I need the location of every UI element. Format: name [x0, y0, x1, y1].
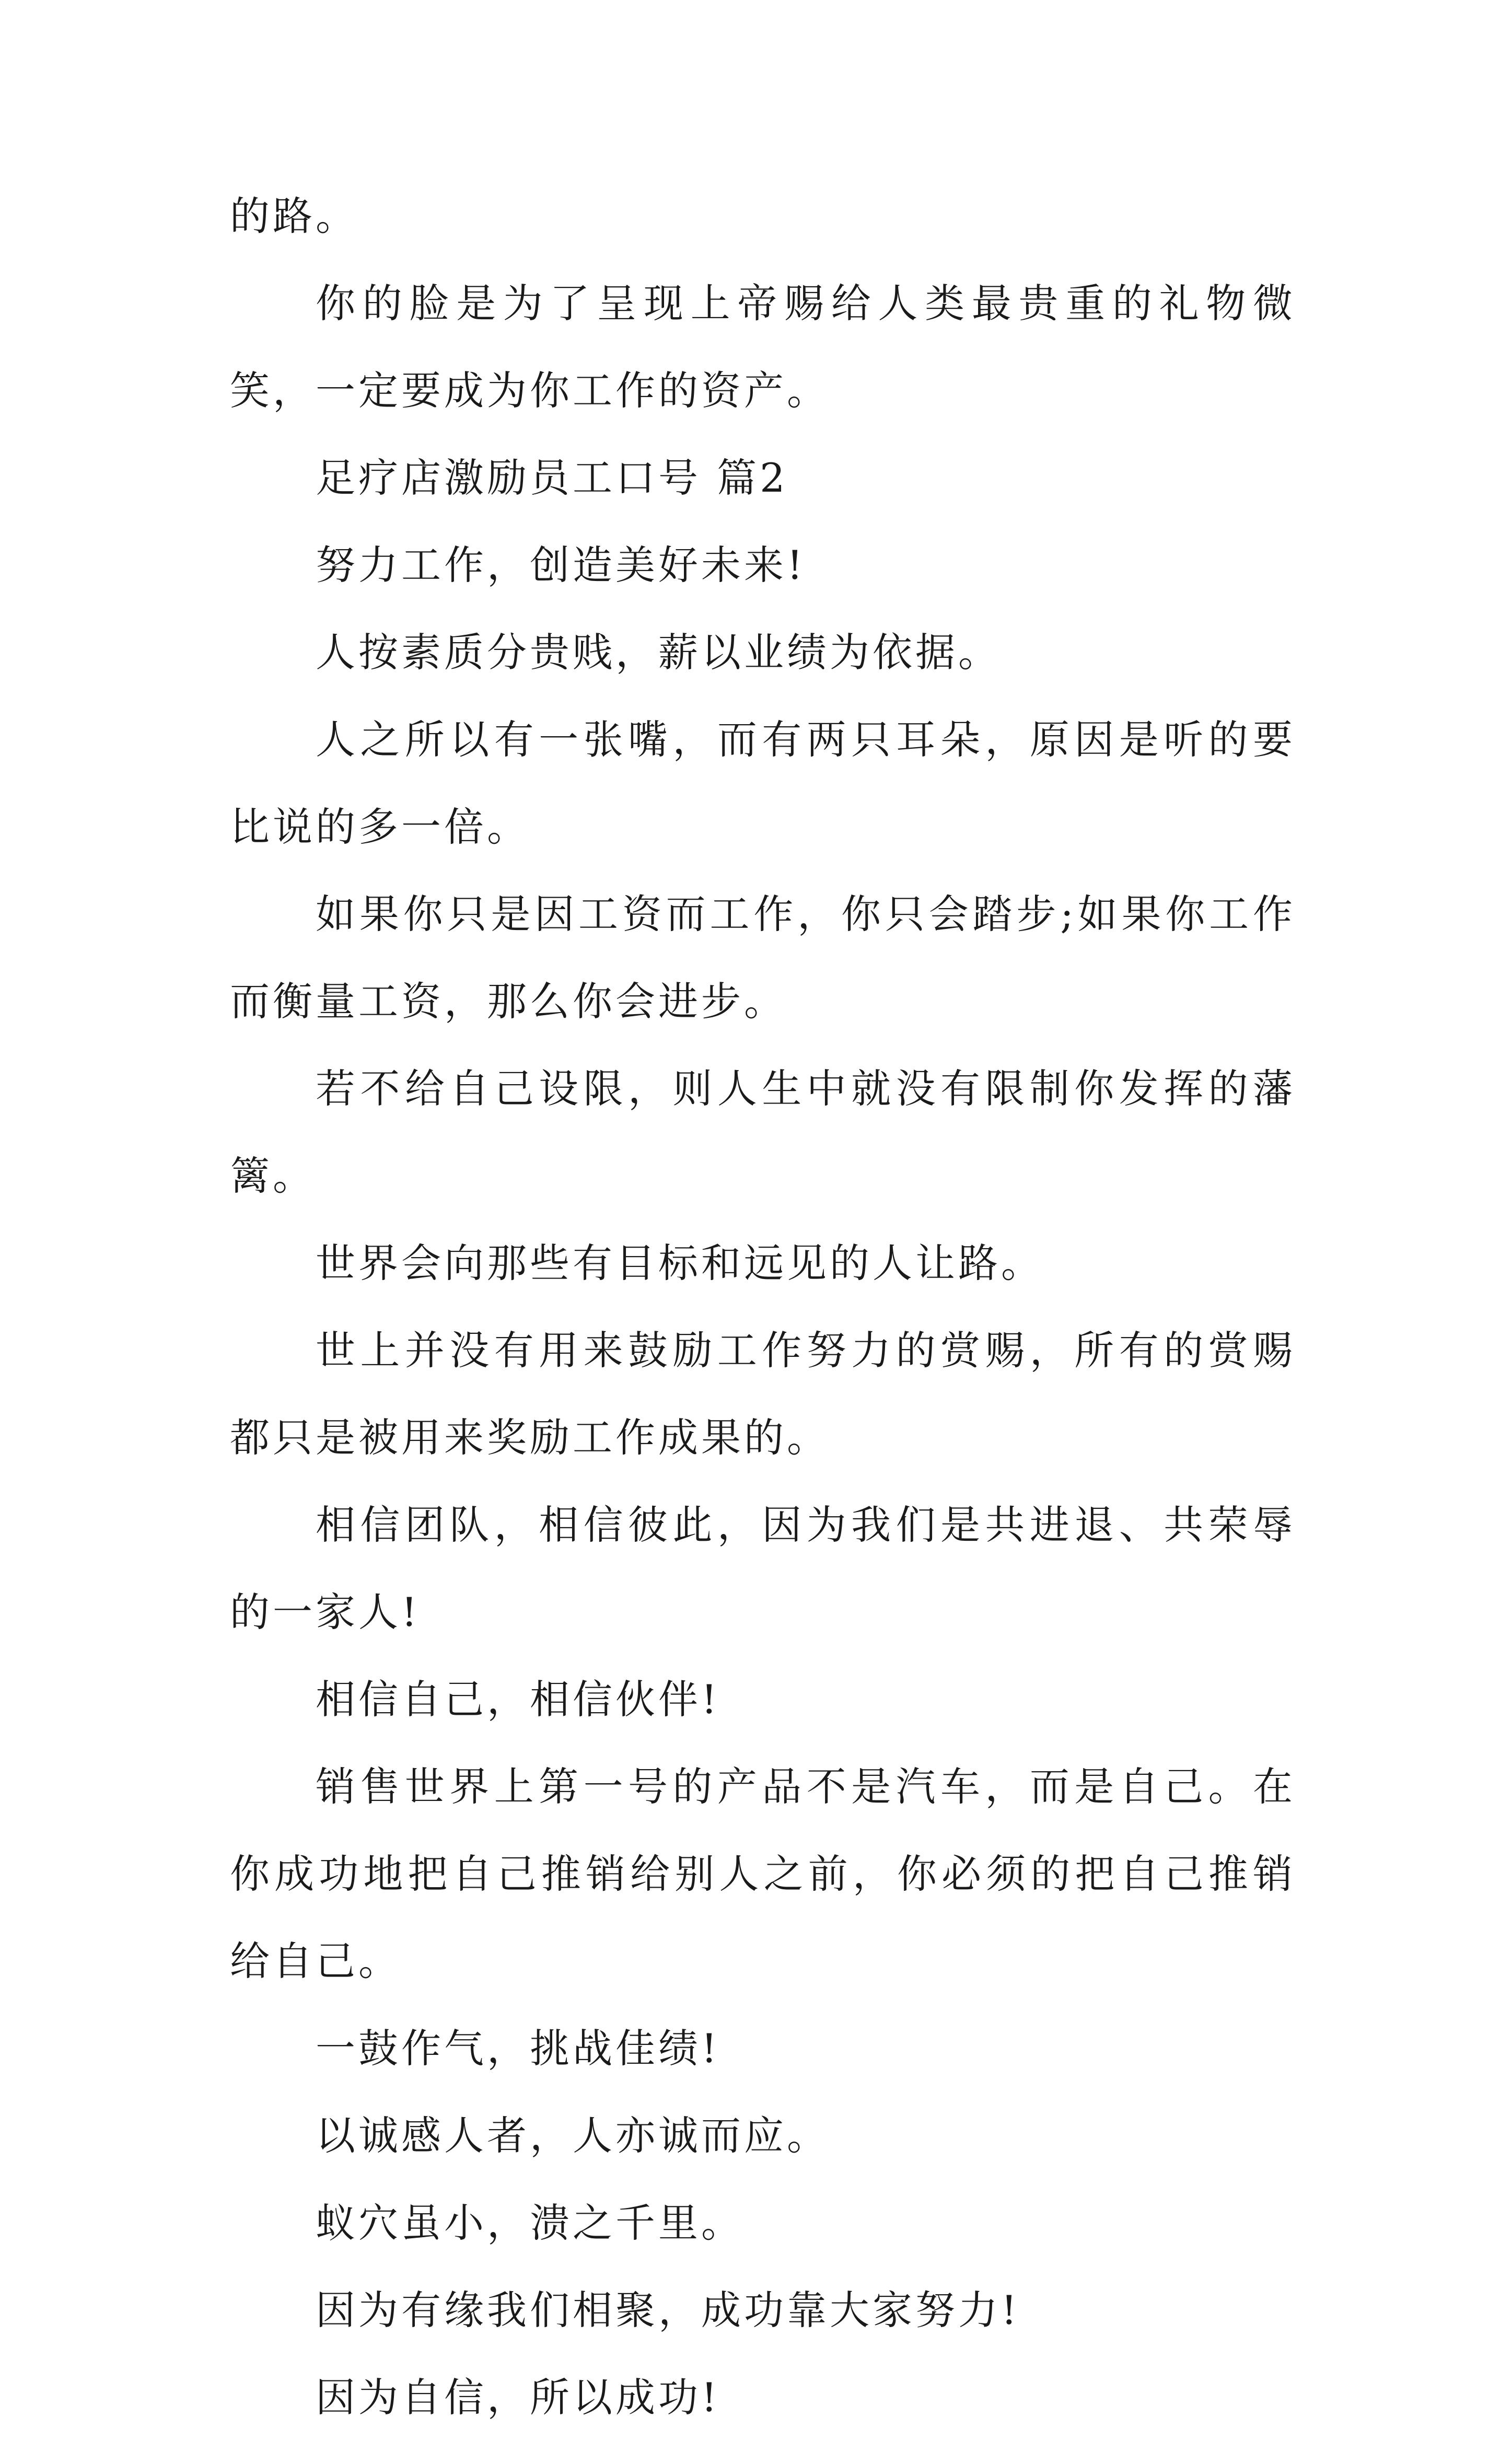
paragraph: 世界会向那些有目标和远见的人让路。	[316, 1240, 1044, 1286]
paragraph: 的路。	[230, 193, 358, 239]
paragraph: 相信自己，相信伙伴!	[316, 1676, 720, 1723]
document-body	[230, 172, 1296, 2441]
paragraph: 一鼓作气，挑战佳绩!	[316, 2025, 720, 2072]
paragraph: 以诚感人者，人亦诚而应。	[316, 2112, 830, 2159]
paragraph: 努力工作，创造美好未来!	[316, 542, 806, 588]
paragraph: 因为有缘我们相聚，成功靠大家努力!	[316, 2287, 1020, 2333]
paragraph: 人之所以有一张嘴，而有两只耳朵，原因是听的要比说的多一倍。	[230, 716, 1296, 850]
paragraph: 世上并没有用来鼓励工作努力的赏赐，所有的赏赐都只是被用来奖励工作成果的。	[230, 1327, 1296, 1461]
paragraph: 你的脸是为了呈现上帝赐给人类最贵重的礼物微笑，一定要成为你工作的资产。	[230, 280, 1296, 414]
paragraph: 蚁穴虽小，溃之千里。	[316, 2200, 744, 2246]
paragraph: 人按素质分贵贱，薪以业绩为依据。	[316, 629, 1001, 676]
section-heading: 足疗店激励员工口号 篇2	[316, 455, 788, 501]
paragraph: 相信团队，相信彼此，因为我们是共进退、共荣辱的一家人!	[230, 1502, 1296, 1635]
paragraph: 因为自信，所以成功!	[316, 2374, 720, 2421]
paragraph: 若不给自己设限，则人生中就没有限制你发挥的藩篱。	[230, 1065, 1296, 1199]
paragraph: 销售世界上第一号的产品不是汽车，而是自己。在你成功地把自己推销给别人之前，你必须的把自己推销给自己。	[230, 1763, 1296, 1984]
paragraph: 如果你只是因工资而工作，你只会踏步;如果你工作而衡量工资，那么你会进步。	[230, 891, 1296, 1025]
